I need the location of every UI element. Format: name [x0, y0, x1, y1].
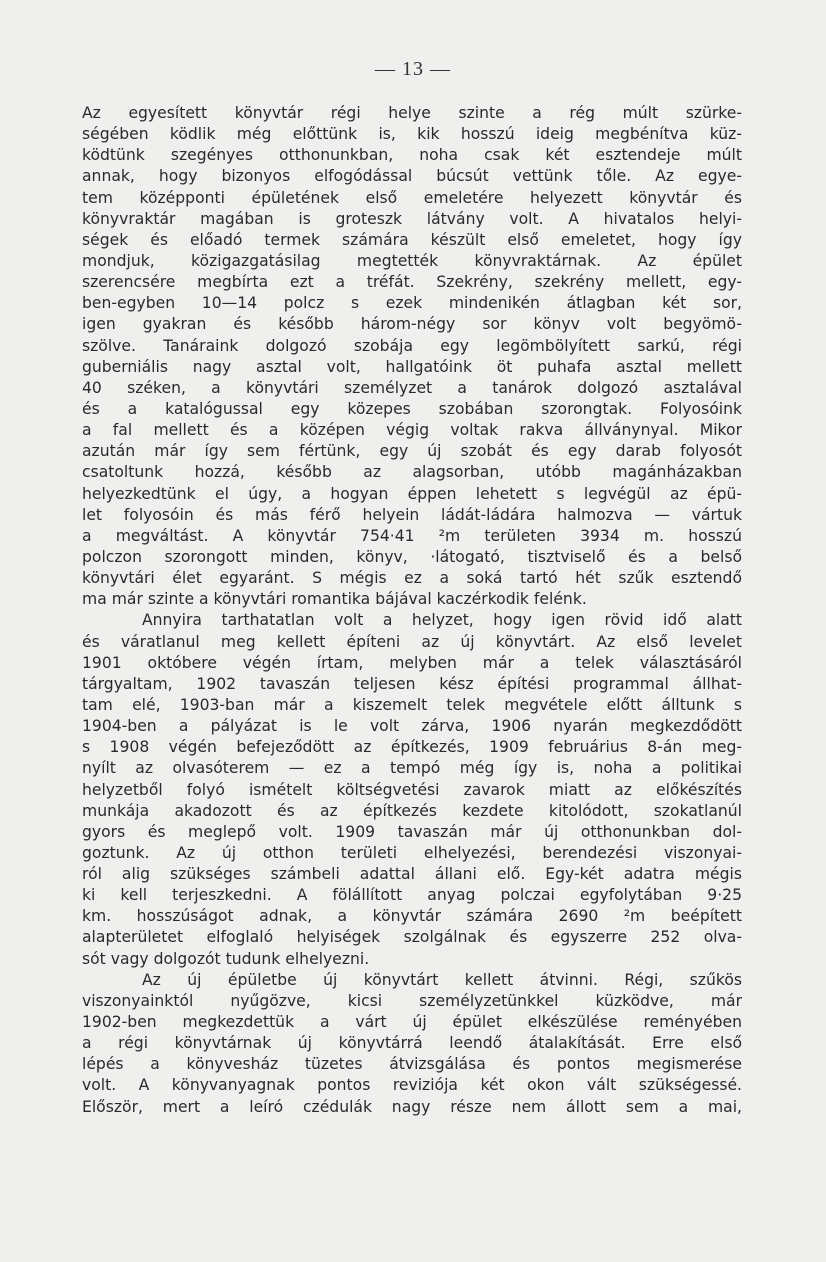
- text-line: ki kell terjeszkedni. A fölállított anyag polczai egyfolytában 9·25: [82, 886, 742, 905]
- text-line: tam elé, 1903-ban már a kiszemelt telek megvétele előtt álltunk s: [82, 695, 742, 714]
- text-line: helyezkedtünk el úgy, a hogyan éppen lehetett s legvégül az épü-: [82, 484, 742, 503]
- text-line: szölve. Tanáraink dolgozó szobája egy legömbölyített sarkú, régi: [82, 336, 742, 355]
- text-line: munkája akadozott és az építkezés kezdete kitolódott, szokatlanúl: [82, 801, 742, 820]
- text-line: alapterületet elfoglaló helyiségek szolgálnak és egyszerre 252 olva-: [82, 928, 742, 947]
- text-line: a fal mellett és a középen végig voltak rakva állványnyal. Mikor: [82, 421, 742, 440]
- text-line: ról alig szükséges számbeli adattal állani elő. Egy-két adatra mégis: [82, 865, 742, 884]
- text-line: mondjuk, közigazgatásilag megtették könyvraktárnak. Az épület: [82, 251, 742, 270]
- text-line: ma már szinte a könyvtári romantika bájával kaczérkodik felénk.: [82, 590, 587, 609]
- text-line: lépés a könyvesház tüzetes átvizsgálása és pontos megismerése: [82, 1055, 742, 1074]
- text-line: a régi könyvtárnak új könyvtárrá leendő átalakítását. Erre első: [82, 1034, 742, 1053]
- text-line: és váratlanul meg kellett építeni az új könyvtárt. Az első levelet: [82, 632, 742, 651]
- text-line: csatoltunk hozzá, később az alagsorban, utóbb magánházakban: [82, 463, 742, 482]
- text-line: s 1908 végén befejeződött az építkezés, 1909 februárius 8-án meg-: [82, 738, 742, 757]
- text-line: a megváltást. A könyvtár 754·41 ²m területen 3934 m. hosszú: [82, 526, 742, 545]
- text-line: sót vagy dolgozót tudunk elhelyezni.: [82, 949, 370, 968]
- text-line: igen gyakran és később három-négy sor könyv volt begyömö-: [82, 315, 742, 334]
- text-line: Először, mert a leíró czédulák nagy része nem állott sem a mai,: [82, 1097, 742, 1116]
- text-line: 1901 októbere végén írtam, melyben már a telek választásáról: [82, 653, 742, 672]
- body-text: [82, 103, 742, 1118]
- text-line: könyvtári élet egyaránt. S mégis ez a soká tartó hét szűk esztendő: [82, 569, 742, 588]
- text-line: ködtünk szegényes otthonunkban, noha csak két esztendeje múlt: [82, 146, 742, 165]
- text-line: guberniális nagy asztal volt, hallgatóink öt puhafa asztal mellett: [82, 357, 742, 376]
- text-line: volt. A könyvanyagnak pontos reviziója két okon vált szükségessé.: [82, 1076, 742, 1095]
- text-line: viszonyainktól nyűgözve, kicsi személyzetünkkel küzködve, már: [82, 991, 742, 1010]
- text-line: ben-egyben 10—14 polcz s ezek mindenikén átlagban két sor,: [82, 294, 742, 313]
- text-line: azután már így sem fértünk, egy új szobát és egy darab folyosót: [82, 442, 742, 461]
- text-line: tem középponti épületének első emeletére helyezett könyvtár és: [82, 188, 742, 207]
- text-line: 40 széken, a könyvtári személyzet a tanárok dolgozó asztalával: [82, 378, 742, 397]
- text-line: szerencsére megbírta ezt a tréfát. Szekrény, szekrény mellett, egy-: [82, 273, 742, 292]
- text-line: Annyira tarthatatlan volt a helyzet, hogy igen rövid idő alatt: [142, 611, 742, 630]
- text-line: nyílt az olvasóterem — ez a tempó még így is, noha a politikai: [82, 759, 742, 778]
- text-line: let folyosóin és más férő helyein ládát-ládára halmozva — vártuk: [82, 505, 742, 524]
- text-line: polczon szorongott minden, könyv, ·látogató, tisztviselő és a belső: [82, 547, 742, 566]
- text-line: Az egyesített könyvtár régi helye szinte a rég múlt szürke-: [82, 104, 742, 122]
- text-line: goztunk. Az új otthon területi elhelyezési, berendezési viszonyai-: [82, 843, 742, 862]
- text-line: ségében ködlik még előttünk is, kik hosszú ideig megbénítva küz-: [82, 125, 742, 144]
- text-line: ségek és előadó termek számára készült első emeletet, hogy így: [82, 230, 742, 249]
- text-line: 1904-ben a pályázat is le volt zárva, 1906 nyarán megkezdődött: [82, 717, 742, 736]
- text-line: tárgyaltam, 1902 tavaszán teljesen kész építési programmal állhat-: [82, 674, 742, 693]
- text-line: 1902-ben megkezdettük a várt új épület elkészülése reményében: [82, 1013, 742, 1032]
- text-line: és a katalógussal egy közepes szobában szorongtak. Folyosóink: [82, 399, 742, 418]
- text-line: könyvraktár magában is groteszk látvány volt. A hivatalos helyi-: [82, 209, 742, 228]
- text-line: km. hosszúságot adnak, a könyvtár számára 2690 ²m beépített: [82, 907, 742, 926]
- text-line: gyors és meglepő volt. 1909 tavaszán már új otthonunkban dol-: [82, 822, 742, 841]
- page-number: — 13 —: [375, 58, 451, 80]
- text-line: helyzetből folyó ismételt költségvetési zavarok miatt az előkészítés: [82, 780, 742, 799]
- text-line: annak, hogy bizonyos elfogódással búcsút vettünk tőle. Az egye-: [82, 167, 742, 186]
- text-line: Az új épületbe új könyvtárt kellett átvinni. Régi, szűkös: [142, 970, 742, 989]
